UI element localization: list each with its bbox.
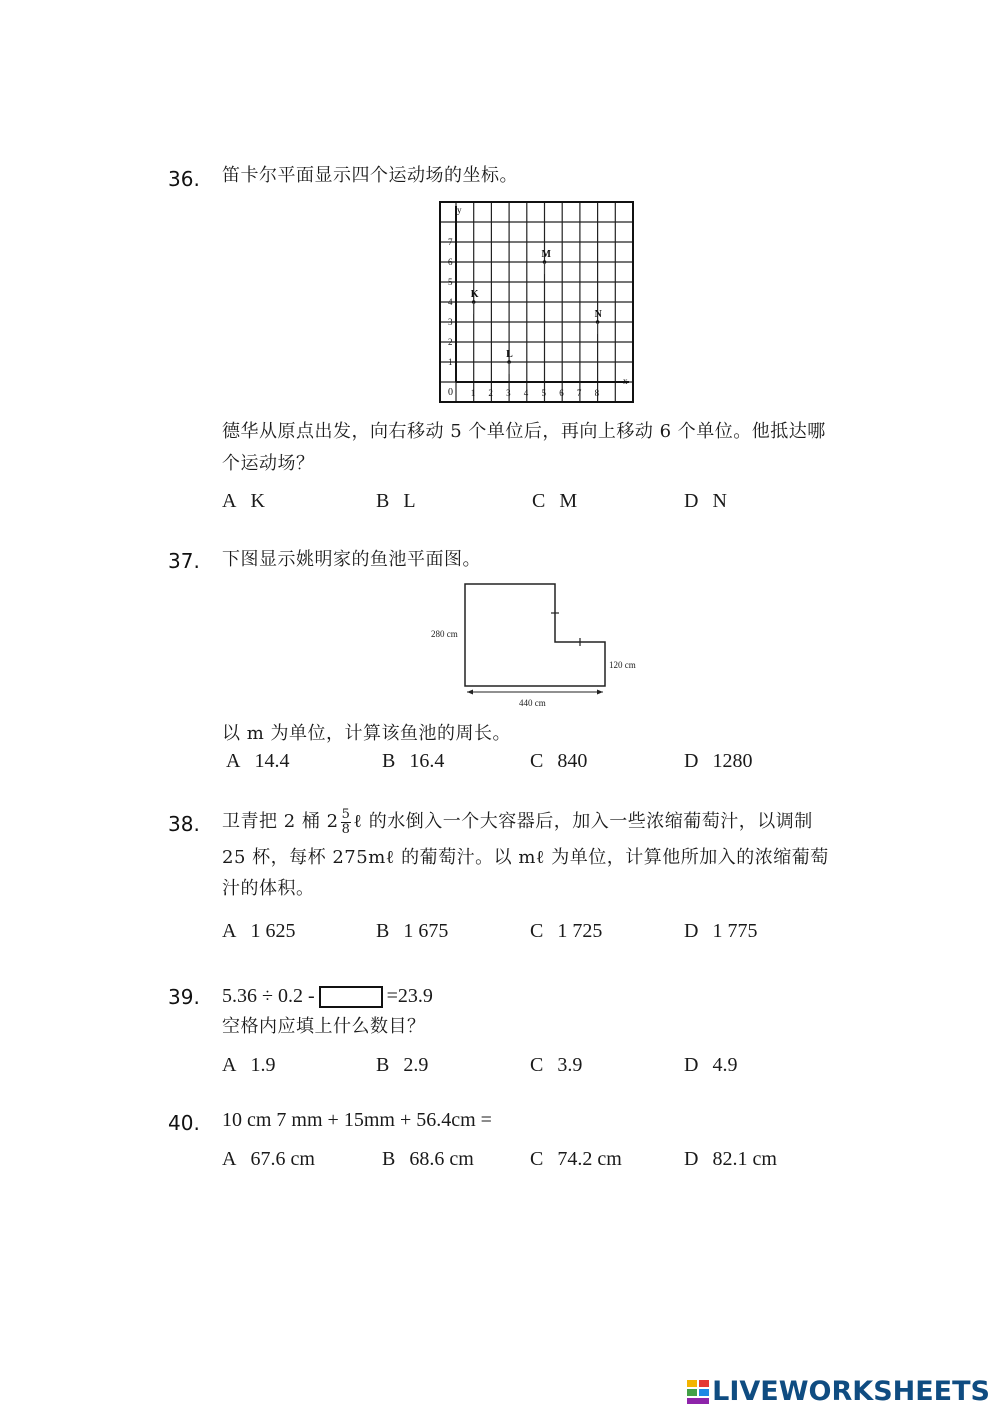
fraction-numerator: 5 bbox=[341, 806, 351, 822]
option-letter: D bbox=[684, 750, 699, 772]
point-label: N bbox=[594, 309, 602, 320]
x-tick-label: 1 bbox=[470, 388, 476, 398]
option-letter: D bbox=[684, 920, 699, 942]
height-label: 280 cm bbox=[431, 629, 458, 639]
y-axis-label: y bbox=[457, 205, 462, 215]
option-d[interactable] bbox=[684, 490, 727, 513]
option-d[interactable] bbox=[684, 1148, 777, 1171]
option-d[interactable] bbox=[684, 920, 757, 943]
option-letter: A bbox=[222, 920, 237, 942]
liveworksheets-logo[interactable] bbox=[686, 1376, 990, 1407]
option-letter: C bbox=[530, 1148, 544, 1170]
option-a[interactable] bbox=[222, 1148, 315, 1171]
point-label: M bbox=[541, 249, 551, 260]
plotted-points bbox=[471, 249, 603, 374]
question-number: 39. bbox=[168, 985, 200, 1009]
option-letter: A bbox=[226, 750, 241, 772]
option-b[interactable] bbox=[382, 750, 444, 773]
option-c[interactable] bbox=[530, 1148, 622, 1171]
question-text: 德华从原点出发，向右移动 5 个单位后，再向上移动 6 个单位。他抵达哪 bbox=[222, 421, 826, 442]
cartesian-plane bbox=[436, 198, 634, 408]
question-text: 个运动场？ bbox=[222, 453, 315, 474]
option-value: M bbox=[559, 490, 578, 512]
option-value: 68.6 cm bbox=[409, 1148, 474, 1170]
question-number: 36. bbox=[168, 167, 200, 191]
option-letter: C bbox=[532, 490, 546, 512]
fraction bbox=[341, 808, 352, 837]
question-text bbox=[222, 806, 813, 837]
grid-lines bbox=[440, 202, 633, 402]
option-c[interactable] bbox=[532, 490, 577, 513]
fish-pond-plan bbox=[425, 580, 650, 710]
step-label: 120 cm bbox=[609, 660, 636, 670]
option-b[interactable] bbox=[376, 1054, 428, 1077]
logo-text: LIVEWORKSHEETS bbox=[712, 1376, 990, 1407]
option-b[interactable] bbox=[382, 1148, 474, 1171]
option-value: K bbox=[250, 490, 265, 512]
option-a[interactable] bbox=[222, 920, 295, 943]
y-tick-label: 7 bbox=[448, 237, 453, 247]
equation-right: =23.9 bbox=[386, 985, 433, 1007]
x-tick-label: 2 bbox=[488, 388, 493, 398]
x-tick-label: 6 bbox=[559, 388, 564, 398]
option-value: 16.4 bbox=[409, 750, 445, 772]
fraction-denominator: 8 bbox=[341, 821, 351, 837]
option-letter: C bbox=[530, 1054, 544, 1076]
option-value: 82.1 cm bbox=[712, 1148, 777, 1170]
question-text: 以 m 为单位，计算该鱼池的周长。 bbox=[222, 723, 512, 744]
option-c[interactable] bbox=[530, 750, 587, 773]
origin-label: 0 bbox=[448, 387, 453, 398]
x-tick-label: 4 bbox=[523, 388, 529, 398]
x-tick-label: 3 bbox=[506, 388, 511, 398]
text-before-fraction: 卫青把 2 桶 2 bbox=[222, 811, 339, 832]
option-value: 74.2 cm bbox=[557, 1148, 622, 1170]
x-tick-label: 7 bbox=[576, 388, 582, 398]
y-tick-label: 3 bbox=[448, 317, 453, 327]
option-value: 840 bbox=[557, 750, 588, 772]
arrow-head bbox=[597, 690, 603, 695]
x-axis-label: x bbox=[623, 376, 628, 386]
option-letter: B bbox=[382, 750, 396, 772]
equation-left: 5.36 ÷ 0.2 - bbox=[222, 985, 315, 1007]
option-value: 1280 bbox=[712, 750, 753, 772]
option-a[interactable] bbox=[222, 1054, 275, 1077]
option-value: 1 625 bbox=[250, 920, 296, 942]
logo-icon bbox=[686, 1379, 710, 1405]
equation bbox=[222, 985, 433, 1008]
option-value: 14.4 bbox=[254, 750, 290, 772]
option-letter: C bbox=[530, 920, 544, 942]
option-value: N bbox=[712, 490, 727, 512]
option-d[interactable] bbox=[684, 750, 752, 773]
text-after-fraction: ℓ 的水倒入一个大容器后，加入一些浓缩葡萄汁，以调制 bbox=[353, 811, 813, 832]
point-label: K bbox=[470, 289, 479, 300]
option-a[interactable] bbox=[222, 490, 265, 513]
option-d[interactable] bbox=[684, 1054, 737, 1077]
question-text: 空格内应填上什么数目？ bbox=[222, 1016, 426, 1037]
question-prompt: 笛卡尔平面显示四个运动场的坐标。 bbox=[222, 165, 518, 186]
width-label: 440 cm bbox=[519, 698, 546, 708]
point-label: L bbox=[506, 349, 513, 360]
option-letter: A bbox=[222, 1054, 237, 1076]
option-value: 1 675 bbox=[403, 920, 449, 942]
option-letter: A bbox=[222, 1148, 237, 1170]
answer-blank[interactable] bbox=[319, 986, 383, 1008]
option-letter: B bbox=[376, 920, 390, 942]
question-number: 40. bbox=[168, 1111, 200, 1135]
option-letter: D bbox=[684, 1148, 699, 1170]
y-tick-label: 5 bbox=[448, 277, 453, 287]
option-letter: D bbox=[684, 490, 699, 512]
option-value: 1.9 bbox=[250, 1054, 276, 1076]
option-c[interactable] bbox=[530, 920, 602, 943]
y-tick-label: 1 bbox=[448, 357, 453, 367]
question-number: 37. bbox=[168, 549, 200, 573]
option-value: L bbox=[403, 490, 416, 512]
option-a[interactable] bbox=[226, 750, 289, 773]
option-b[interactable] bbox=[376, 490, 416, 513]
arrow-head bbox=[467, 690, 473, 695]
x-tick-label: 5 bbox=[541, 388, 546, 398]
option-letter: D bbox=[684, 1054, 699, 1076]
option-letter: A bbox=[222, 490, 237, 512]
y-tick-label: 2 bbox=[448, 337, 453, 347]
option-value: 2.9 bbox=[403, 1054, 429, 1076]
option-value: 1 775 bbox=[712, 920, 758, 942]
option-value: 1 725 bbox=[557, 920, 603, 942]
question-number: 38. bbox=[168, 812, 200, 836]
question-prompt: 下图显示姚明家的鱼池平面图。 bbox=[222, 549, 481, 570]
option-letter: C bbox=[530, 750, 544, 772]
y-tick-label: 6 bbox=[448, 257, 453, 267]
option-value: 67.6 cm bbox=[250, 1148, 315, 1170]
option-b[interactable] bbox=[376, 920, 448, 943]
question-text: 25 杯，每杯 275mℓ 的葡萄汁。以 mℓ 为单位，计算他所加入的浓缩葡萄 bbox=[222, 847, 829, 868]
option-c[interactable] bbox=[530, 1054, 582, 1077]
pond-outline bbox=[465, 584, 605, 686]
question-text: 汁的体积。 bbox=[222, 878, 315, 899]
equation: 10 cm 7 mm + 15mm + 56.4cm = bbox=[222, 1109, 492, 1131]
option-letter: B bbox=[376, 490, 390, 512]
option-letter: B bbox=[376, 1054, 390, 1076]
y-tick-label: 4 bbox=[448, 297, 453, 307]
option-letter: B bbox=[382, 1148, 396, 1170]
option-value: 3.9 bbox=[557, 1054, 583, 1076]
option-value: 4.9 bbox=[712, 1054, 738, 1076]
x-tick-label: 8 bbox=[594, 388, 600, 398]
